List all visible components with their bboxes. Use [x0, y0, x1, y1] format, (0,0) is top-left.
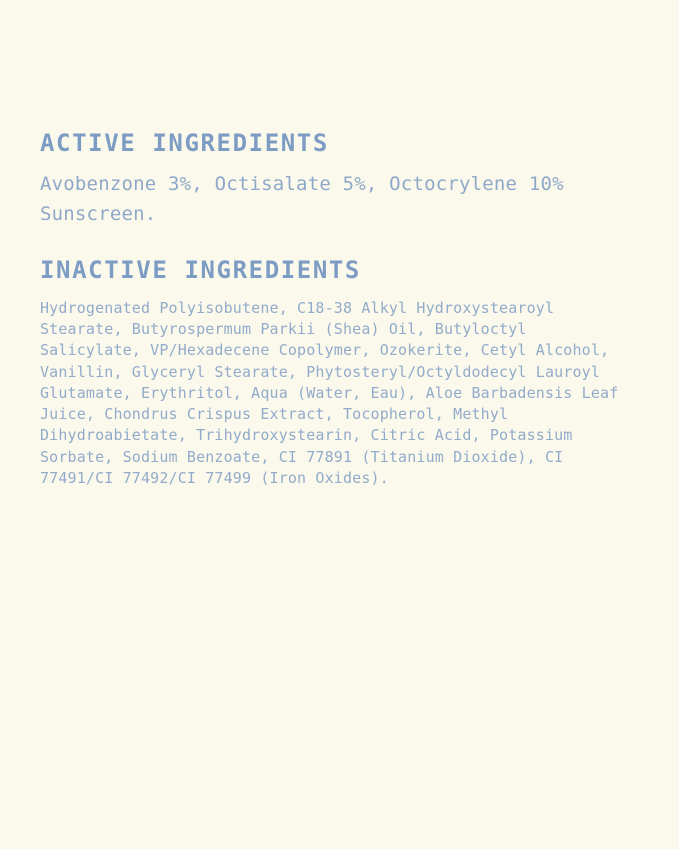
- active-ingredients-text: Avobenzone 3%, Octisalate 5%, Octocrylene 10% Sunscreen.: [40, 173, 564, 225]
- inactive-ingredients-text: Hydrogenated Polyisobutene, C18-38 Alkyl Hydroxystearoyl Stearate, Butyrospermum Parkii (Shea) Oil, Butyloctyl Salicylate, VP/Hexadecene Copolymer, Ozokerite, Cetyl Alcohol, Vanillin, Glyceryl Stearate, Phytosteryl/Octyldodecyl Lauroyl Glutamate, Erythritol, Aqua (Water, Eau), Aloe Barbadensis Leaf Juice, Chondrus Crispus Extract, Tocopherol, Methyl Dihydroabietate, Trihydroxystearin, Citric Acid, Potassium Sorbate, Sodium Benzoate, CI 77891 (Titanium Dioxide), CI 77491/CI 77492/CI 77499 (Iron Oxides).: [40, 298, 619, 488]
- inactive-ingredients-heading: INACTIVE INGREDIENTS: [40, 256, 361, 285]
- active-ingredients-section: [40, 130, 639, 229]
- inactive-ingredients-section: [40, 257, 639, 489]
- active-ingredients-heading: ACTIVE INGREDIENTS: [40, 129, 329, 157]
- section-spacer: [40, 229, 639, 257]
